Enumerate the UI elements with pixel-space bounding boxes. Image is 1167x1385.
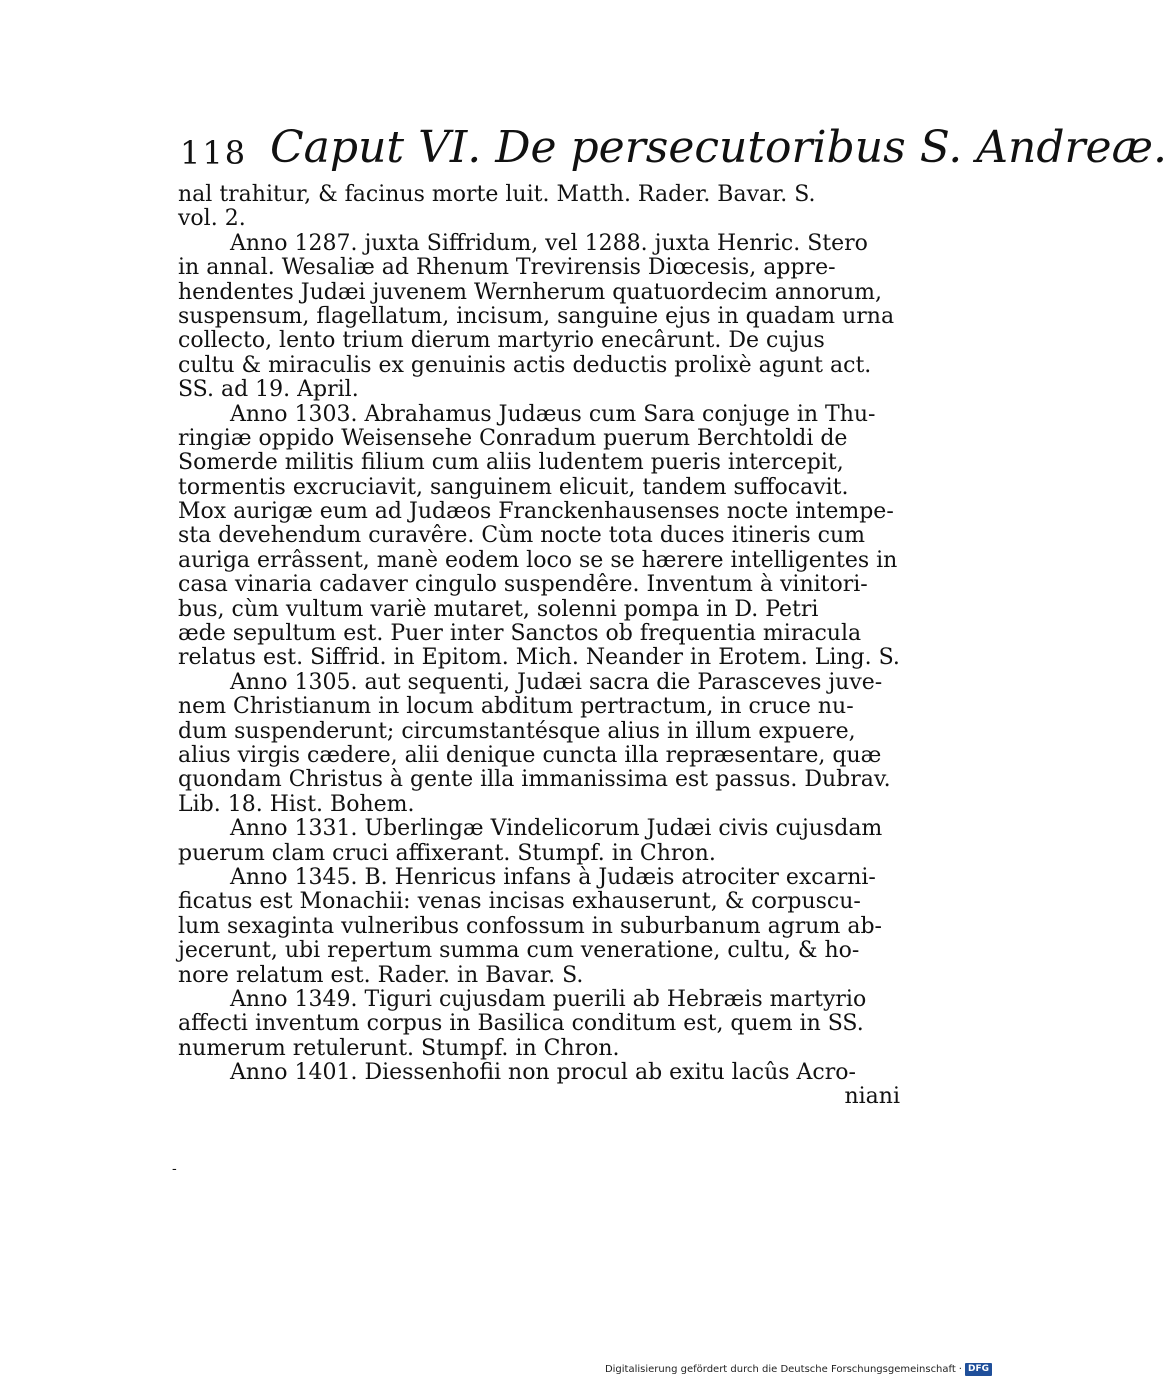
text-line: dum suspenderunt; circumstantésque alius in illum expuere, <box>178 718 856 744</box>
text-line: Anno 1349. Tiguri cujusdam puerili ab Hebræis martyrio <box>230 986 867 1012</box>
text-line: lum sexaginta vulneribus confossum in suburbanum agrum ab- <box>178 913 882 939</box>
text-line: Anno 1345. B. Henricus infans à Judæis atrociter excarni- <box>230 864 876 890</box>
text-line: Anno 1287. juxta Siffridum, vel 1288. juxta Henric. Stero <box>230 230 868 256</box>
text-line: bus, cùm vultum variè mutaret, solenni pompa in D. Petri <box>178 596 819 622</box>
running-title: Caput VI. De persecutoribus S. Andreæ. <box>270 122 1167 173</box>
footer-credit <box>605 1361 992 1377</box>
text-line: jecerunt, ubi repertum summa cum veneratione, cultu, & ho- <box>178 938 860 964</box>
text-line: ringiæ oppido Weisensehe Conradum puerum Berchtoldi de <box>178 425 848 451</box>
page-number: 118 <box>180 134 248 172</box>
footer-text: Digitalisierung gefördert durch die Deutsche Forschungsgemeinschaft <box>604 1363 956 1375</box>
text-line: quondam Christus à gente illa immanissima est passus. Dubrav. <box>178 767 891 793</box>
text-line: sta devehendum curavêre. Cùm nocte tota duces itineris cum <box>178 523 865 549</box>
text-line: Mox aurigæ eum ad Judæos Franckenhausenses nocte intempe- <box>178 499 894 525</box>
text-line: vol. 2. <box>178 206 246 232</box>
text-line: tormentis excruciavit, sanguinem elicuit, tandem suffocavit. <box>178 474 849 500</box>
text-line: Anno 1331. Uberlingæ Vindelicorum Judæi civis cujusdam <box>230 816 883 842</box>
text-line: Lib. 18. Hist. Bohem. <box>178 791 415 817</box>
text-line: Anno 1401. Diessenhofii non procul ab exitu lacûs Acro- <box>230 1060 856 1086</box>
catchword: niani <box>844 1084 900 1110</box>
page-header <box>180 122 1167 178</box>
text-line: affecti inventum corpus in Basilica conditum est, quem in SS. <box>178 1011 864 1037</box>
text-line: Anno 1303. Abrahamus Judæus cum Sara conjuge in Thu- <box>230 401 876 427</box>
text-line: puerum clam cruci affixerant. Stumpf. in Chron. <box>178 840 716 866</box>
text-line: Somerde militis filium cum aliis ludentem pueris intercepit, <box>178 450 844 476</box>
text-line: numerum retulerunt. Stumpf. in Chron. <box>178 1035 620 1061</box>
text-line: suspensum, flagellatum, incisum, sanguine ejus in quadam urna <box>178 303 895 329</box>
text-line: SS. ad 19. April. <box>178 377 359 403</box>
text-line: relatus est. Siffrid. in Epitom. Mich. Neander in Erotem. Ling. S. <box>178 645 900 671</box>
text-line: alius virgis cædere, alii denique cuncta illa repræsentare, quæ <box>178 742 882 768</box>
text-line: Anno 1305. aut sequenti, Judæi sacra die Parasceves juve- <box>230 669 883 695</box>
text-line: nem Christianum in locum abditum pertractum, in cruce nu- <box>178 694 854 720</box>
footer-separator: · <box>958 1363 962 1375</box>
margin-mark: - <box>172 1161 177 1177</box>
text-line: cultu & miraculis ex genuinis actis deductis prolixè agunt act. <box>178 352 872 378</box>
text-line: auriga errâssent, manè eodem loco se se hærere intelligentes in <box>178 547 898 573</box>
text-line: æde sepultum est. Puer inter Sanctos ob frequentia miracula <box>178 621 862 647</box>
body-text <box>178 183 900 1110</box>
text-line: nal trahitur, & facinus morte luit. Matth. Rader. Bavar. S. <box>178 182 816 207</box>
dfg-logo-icon: DFG <box>965 1363 992 1376</box>
text-line: casa vinaria cadaver cingulo suspendêre. Inventum à vinitori- <box>178 572 868 598</box>
text-line: hendentes Judæi juvenem Wernherum quatuordecim annorum, <box>178 279 882 305</box>
text-line: in annal. Wesaliæ ad Rhenum Trevirensis Diœcesis, appre- <box>178 255 836 281</box>
text-line: ficatus est Monachii: venas incisas exhauserunt, & corpuscu- <box>178 889 861 915</box>
text-line: nore relatum est. Rader. in Bavar. S. <box>178 962 584 988</box>
text-line: collecto, lento trium dierum martyrio enecârunt. De cujus <box>178 328 825 354</box>
